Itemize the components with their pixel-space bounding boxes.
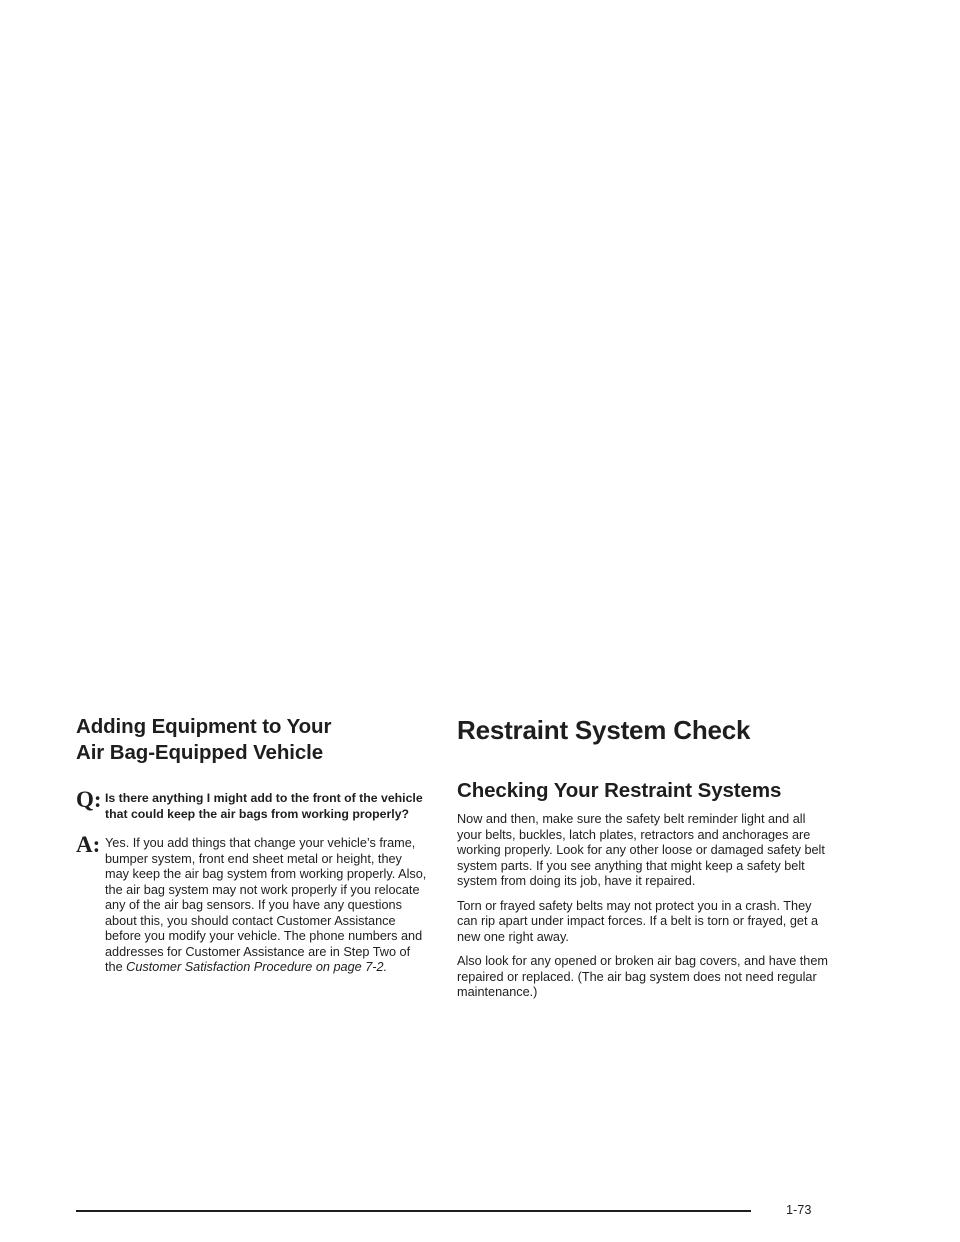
section-heading-adding-equipment	[76, 714, 428, 766]
page-title: Restraint System Check	[457, 715, 751, 745]
answer-end: .	[383, 960, 388, 974]
heading-line-2: Air Bag-Equipped Vehicle	[76, 741, 324, 764]
paragraph-3: Also look for any opened or broken air bag covers, and have them repaired or replaced. (The air bag system does not need regular maintenance.)	[457, 954, 828, 999]
answer-text	[105, 836, 428, 976]
paragraph-2: Torn or frayed safety belts may not protect you in a crash. They can rip apart under impact forces. If a belt is torn or frayed, get a new one right away.	[457, 898, 819, 944]
left-column	[76, 714, 428, 976]
section-heading-checking: Checking Your Restraint Systems	[457, 779, 782, 802]
footer-rule	[76, 1210, 751, 1212]
answer-marker: A:	[76, 832, 101, 857]
page-number: 1-73	[786, 1203, 812, 1217]
answer-block	[76, 832, 428, 976]
paragraph-1: Now and then, make sure the safety belt reminder light and all your belts, buckles, latch plates, retractors and anchorages are working properly. Look for any other loose or damaged safety belt system parts. If you see anything that might keep a safety belt system from doing its job, have it repaired.	[457, 812, 825, 888]
question-text: Is there anything I might add to the front of the vehicle that could keep the air bags from working properly?	[105, 791, 423, 821]
question-block	[76, 787, 428, 822]
page-reference-link[interactable]: Customer Satisfaction Procedure on page 7-2	[126, 960, 384, 974]
question-marker: Q:	[76, 787, 102, 812]
right-column	[457, 714, 829, 1010]
answer-body: Yes. If you add things that change your vehicle’s frame, bumper system, front end sheet metal or height, they may keep the air bag system from working properly. Also, the air bag system may not work properly if you relocate any of the air bag sensors. If you have any questions about this, you should contact Customer Assistance before you modify your vehicle. The phone numbers and addresses for Customer Assistance are in Step Two of the	[105, 836, 427, 974]
heading-line-1: Adding Equipment to Your	[76, 715, 332, 738]
